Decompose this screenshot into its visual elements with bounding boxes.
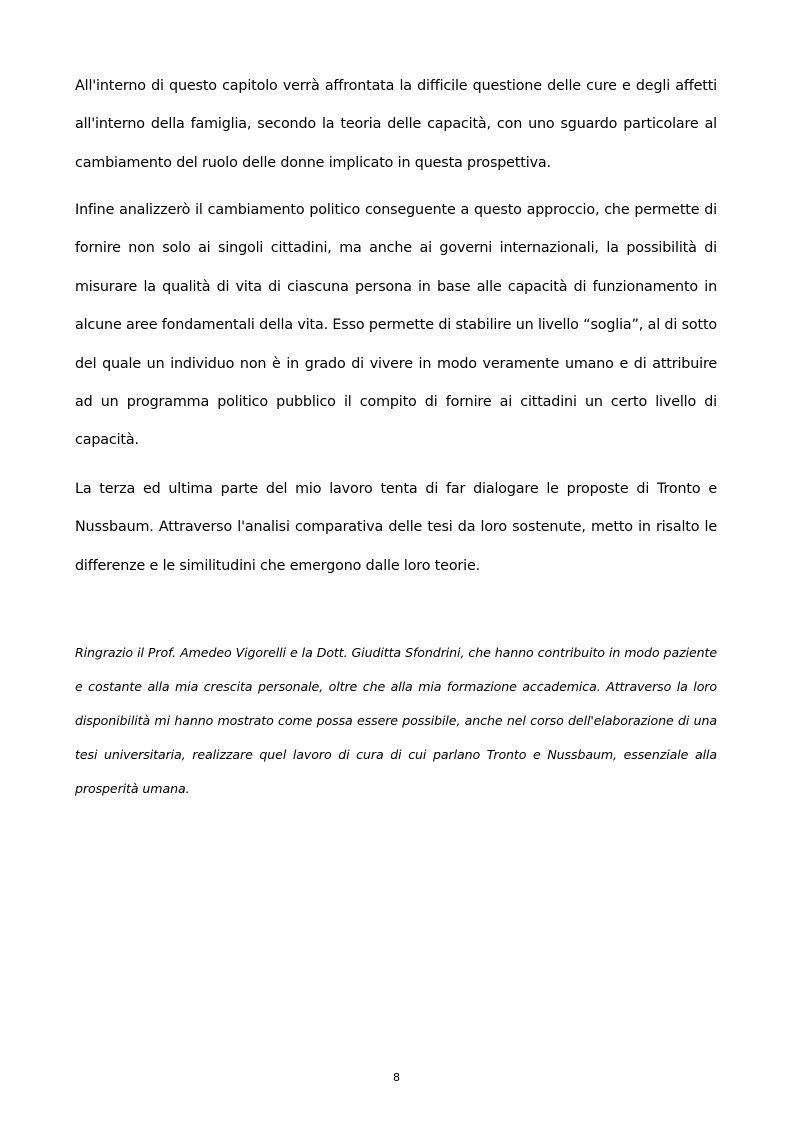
acknowledgement-paragraph: Ringrazio il Prof. Amedeo Vigorelli e la Dott. Giuditta Sfondrini, che hanno contribuito in modo paziente e costante alla mia crescita personale, oltre che alla mia formazione accademica. Attraverso la loro disponibilità mi hanno mostrato come possa essere possibile, anche nel corso dell'elaborazione di una tesi universitaria, realizzare quel lavoro di cura di cui parlano Tronto e Nussbaum, essenziale alla prosperità umana. — [75, 645, 717, 796]
body-paragraph: Infine analizzerò il cambiamento politico conseguente a questo approccio, che permette di fornire non solo ai singoli cittadini, ma anche ai governi internazionali, la possibilità di misurare la qualità di vita di ciascuna persona in base alle capacità di funzionamento in alcune aree fondamentali della vita. Esso permette di stabilire un livello “soglia”, al di sotto del quale un individuo non è in grado di vivere in modo veramente umano e di attribuire ad un programma politico pubblico il compito di fornire ai cittadini un certo livello di capacità. — [75, 202, 717, 449]
body-paragraph: La terza ed ultima parte del mio lavoro tenta di far dialogare le proposte di Tronto e Nussbaum. Attraverso l'analisi comparativa delle tesi da loro sostenute, metto in risalto le differenze e le similitudini che emergono dalle loro teorie. — [75, 481, 717, 574]
page-number: 8 — [393, 1071, 400, 1084]
body-paragraph: All'interno di questo capitolo verrà affrontata la difficile questione delle cure e degli affetti all'interno della famiglia, secondo la teoria delle capacità, con uno sguardo particolare al cambiamento del ruolo delle donne implicato in questa prospettiva. — [75, 78, 717, 171]
